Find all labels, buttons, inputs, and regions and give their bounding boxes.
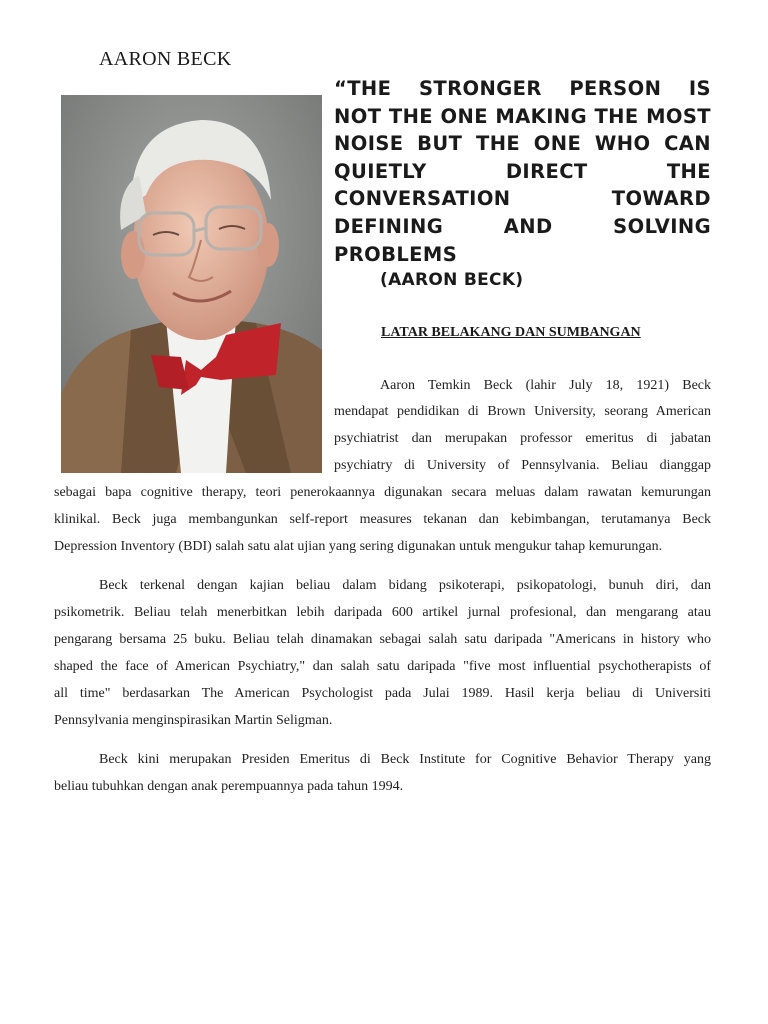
quote-word: TOWARD bbox=[611, 187, 711, 211]
text-line: psikometrik. Beliau telah menerbitkan lebih daripada 600 artikel jurnal profesional, dan mengarang atau bbox=[54, 605, 711, 620]
text-line: psychiatry di University of Pennsylvania. Beliau dianggap bbox=[334, 458, 711, 473]
text-line: Beck kini merupakan Presiden Emeritus di Beck Institute for Cognitive Behavior Therapy yang bbox=[99, 752, 711, 767]
quote-line: NOT THE ONE MAKING THE MOST bbox=[334, 104, 711, 128]
portrait-photo bbox=[61, 95, 322, 473]
quote-line: PROBLEMS bbox=[334, 242, 458, 266]
text-line: sebagai bapa cognitive therapy, teori penerokaannya digunakan secara meluas dalam rawatan kemurungan bbox=[54, 485, 711, 500]
quote-line: “THE STRONGER PERSON IS bbox=[334, 77, 711, 100]
text-line: klinikal. Beck juga membangunkan self-report measures tekanan dan kebimbangan, terutamanya Beck bbox=[54, 512, 711, 527]
quote-word: AND bbox=[503, 215, 553, 238]
quote-word: CONVERSATION bbox=[334, 187, 511, 211]
text-line: pengarang bersama 25 buku. Beliau telah dinamakan sebagai salah satu daripada "Americans in history who bbox=[54, 632, 711, 647]
text-line: all time" berdasarkan The American Psychologist pada Julai 1989. Hasil kerja beliau di Universiti bbox=[54, 686, 711, 701]
quote-line bbox=[334, 213, 711, 241]
quote-attribution: (AARON BECK) bbox=[380, 270, 524, 290]
quote-line: NOISE BUT THE ONE WHO CAN bbox=[334, 132, 711, 156]
quote-line-text bbox=[334, 185, 711, 213]
quote-word: DEFINING bbox=[334, 215, 444, 238]
text-line: beliau tubuhkan dengan anak perempuannya pada tahun 1994. bbox=[54, 779, 404, 794]
quote-word: QUIETLY bbox=[334, 159, 427, 183]
text-line: shaped the face of American Psychiatry," dan salah satu daripada "five most influential psychotherapists of bbox=[54, 659, 711, 674]
text-line: psychiatrist dan merupakan professor emeritus di jabatan bbox=[334, 431, 711, 446]
text-line: Aaron Temkin Beck (lahir July 18, 1921) Beck bbox=[380, 378, 711, 393]
quote-word: DIRECT bbox=[505, 159, 588, 183]
text-line: mendapat pendidikan di Brown University, seorang American bbox=[334, 404, 711, 419]
text-line: Depression Inventory (BDI) salah satu alat ujian yang sering digunakan untuk mengukur tahap kemurungan. bbox=[54, 539, 663, 554]
section-heading: LATAR BELAKANG DAN SUMBANGAN bbox=[381, 325, 641, 340]
quote-word: SOLVING bbox=[613, 215, 711, 238]
quote-line-text bbox=[334, 158, 711, 186]
quote-line-text bbox=[334, 213, 711, 241]
text-line: Pennsylvania menginspirasikan Martin Seligman. bbox=[54, 713, 333, 728]
text-line: Beck terkenal dengan kajian beliau dalam bidang psikoterapi, psikopatologi, bunuh diri, dan bbox=[99, 578, 711, 593]
quote-line bbox=[334, 158, 711, 186]
document-title: AARON BECK bbox=[99, 48, 232, 70]
quote-word: THE bbox=[666, 159, 711, 183]
quote-line bbox=[334, 185, 711, 213]
